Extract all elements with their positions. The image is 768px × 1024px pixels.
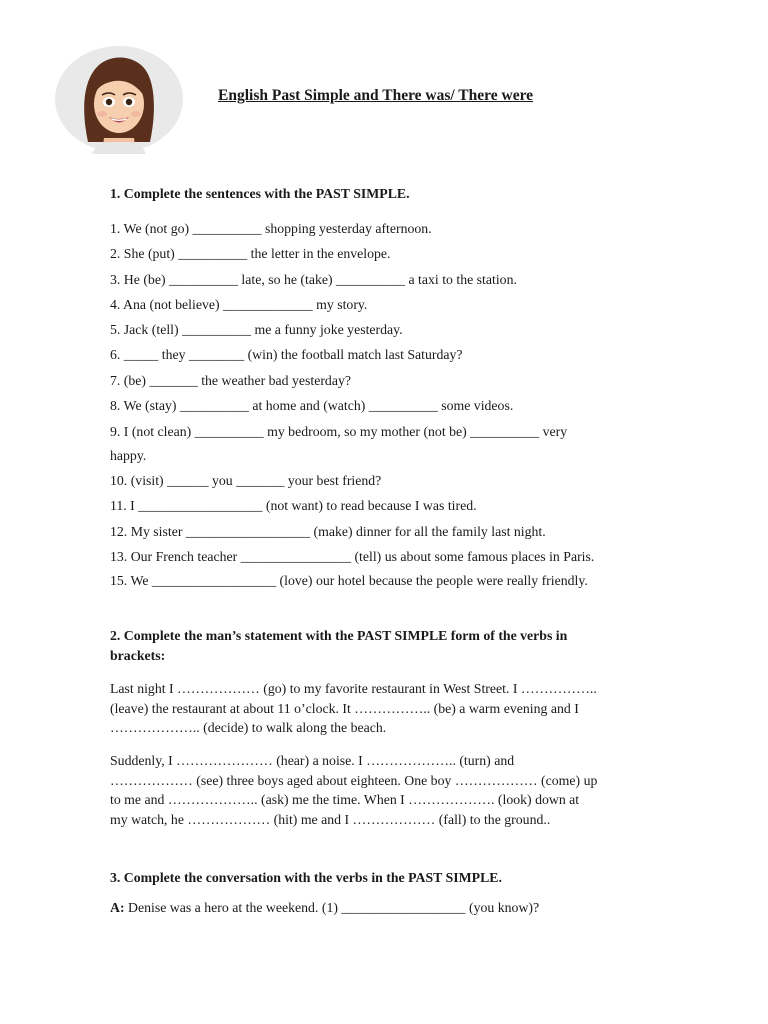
exercise-item-6: 6. _____ they ________ (win) the football match last Saturday? — [110, 347, 463, 362]
exercise-item-10: 10. (visit) ______ you _______ your best friend? — [110, 473, 382, 488]
exercise-item-8: 8. We (stay) __________ at home and (watch) __________ some videos. — [110, 398, 514, 413]
statement-line: my watch, he ……………… (hit) me and I ……………… (fall) to the ground.. — [110, 811, 551, 827]
statement-line: ……………… (see) three boys aged about eighteen. One boy ……………… (come) up — [110, 772, 598, 788]
exercise-item-9-cont: happy. — [110, 448, 147, 463]
exercise-item-3: 3. He (be) __________ late, so he (take) __________ a taxi to the station. — [110, 272, 517, 287]
section-2-heading — [110, 626, 670, 666]
conversation-line-a — [110, 898, 539, 918]
exercise-item-9: 9. I (not clean) __________ my bedroom, so my mother (not be) __________ very — [110, 424, 568, 439]
section-2-heading-line-2: brackets: — [110, 648, 166, 663]
exercise-item-1: 1. We (not go) __________ shopping yesterday afternoon. — [110, 221, 432, 236]
section-2-heading-line-1: 2. Complete the man’s statement with the PAST SIMPLE form of the verbs in — [110, 628, 568, 643]
section-3-heading: 3. Complete the conversation with the verbs in the PAST SIMPLE. — [110, 870, 502, 885]
section-1-heading: 1. Complete the sentences with the PAST SIMPLE. — [110, 186, 410, 201]
exercise-item-12: 12. My sister __________________ (make) dinner for all the family last night. — [110, 524, 546, 539]
statement-line: Suddenly, I ………………… (hear) a noise. I ……………….. (turn) and — [110, 753, 515, 768]
statement-line: Last night I ……………… (go) to my favorite restaurant in West Street. I …………….. — [110, 681, 597, 696]
statement-line: to me and ……………….. (ask) me the time. When I ………………. (look) down at — [110, 792, 580, 807]
page-title: English Past Simple and There was/ There were — [218, 87, 534, 104]
exercise-item-13: 13. Our French teacher ________________ (tell) us about some famous places in Paris. — [110, 549, 595, 564]
exercise-item-4: 4. Ana (not believe) _____________ my story. — [110, 297, 368, 312]
statement-paragraph-1 — [110, 679, 670, 738]
statement-line: ……………….. (decide) to walk along the beach. — [110, 720, 387, 735]
speaker-label: A: — [110, 900, 125, 915]
exercise-item-5: 5. Jack (tell) __________ me a funny joke yesterday. — [110, 322, 403, 337]
avatar — [52, 44, 186, 154]
exercise-item-7: 7. (be) _______ the weather bad yesterday? — [110, 373, 351, 388]
exercise-item-15: 15. We __________________ (love) our hotel because the people were really friendly. — [110, 573, 588, 588]
exercise-item-11: 11. I __________________ (not want) to read because I was tired. — [110, 498, 477, 513]
statement-line: (leave) the restaurant at about 11 o’clock. It …………….. (be) a warm evening and I — [110, 700, 579, 716]
conversation-text: Denise was a hero at the weekend. (1) __________________ (you know)? — [124, 900, 540, 915]
statement-paragraph-2 — [110, 751, 670, 829]
exercise-item-2: 2. She (put) __________ the letter in the envelope. — [110, 246, 391, 261]
